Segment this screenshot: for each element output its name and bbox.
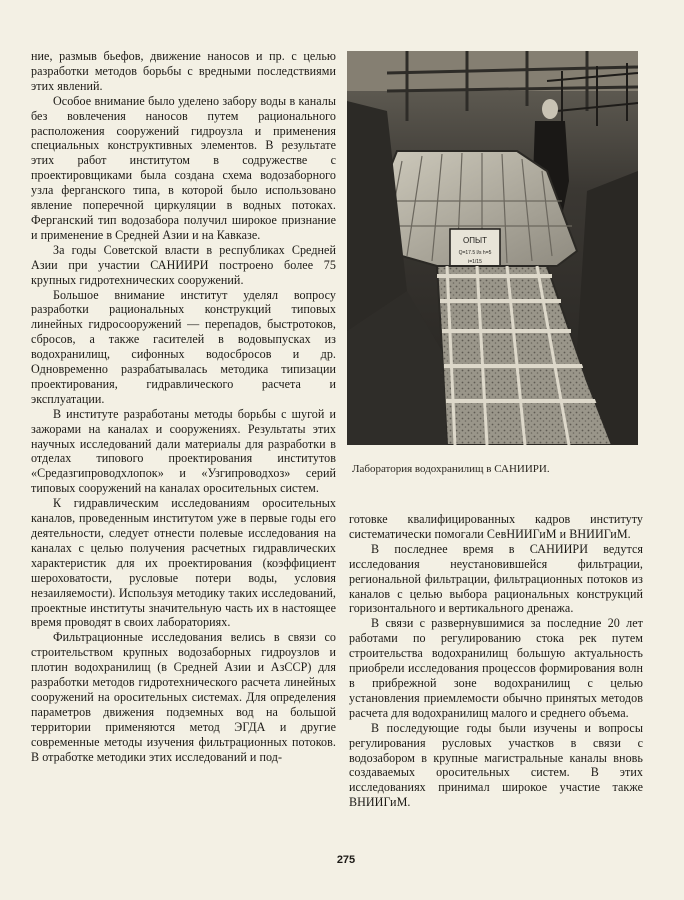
right-text-column	[349, 512, 643, 810]
paragraph: готовке квалифицированных кадров институту систематически помогали СевНИИГиМ и ВНИИГиМ.	[349, 512, 643, 541]
page-number: 275	[336, 854, 356, 866]
sign-text: i=1/15	[468, 259, 482, 265]
left-text-column	[31, 49, 336, 765]
laboratory-photo	[347, 51, 638, 445]
sign-title: ОПЫТ	[463, 236, 487, 245]
paragraph: Фильтрационные исследования велись в связи со строительством крупных водозаборных гидроузлов и плотин водохранилищ (в Средней Азии и АзССР) для разработки методов гидротехнического расчета линейных сооружений на оросительных системах. Для определения параметров движения подземных вод на большой территории применяются метод ЭГДА и другие современные методы изучения фильтрационных потоков. В отработке методики этих исследований и под-	[31, 630, 336, 764]
paragraph: В связи с развернувшимися за последние 20 лет работами по регулированию стока рек путем строительства водохранилищ большую актуальность приобрели исследования процессов формирования волн в прибрежной зоне водохранилищ с целью установления приемлемости обычно принятых методов расчета для водохранилищ малого и среднего объема.	[349, 616, 643, 720]
paragraph: Большое внимание институт уделял вопросу разработки рациональных конструкций типовых линейных гидросооружений — перепадов, быстротоков, сбросов, а также гасителей в водовыпусках из водохранилищ, сифонных водосбросов и др. Одновременно разрабатывалась методика типизации проектирования, гидравлического расчета и эксплуатации.	[31, 287, 336, 406]
paragraph: В последующие годы были изучены и вопросы регулирования русловых участков в связи с водозабором в крупные магистральные каналы вновь создаваемых оросительных систем. В этих исследованиях принимал широкое участие также ВНИИГиМ.	[349, 720, 643, 810]
paragraph: Особое внимание было уделено забору воды в каналы без вовлечения наносов путем рационального расположения сооружений гидроузла и применения специальных конструктивных элементов. В результате этих работ институтом в содружестве с проектировщиками была создана схема водозаборного узла ферганского типа, в которой было использовано явление поперечной циркуляции в водных потоках. Ферганский тип водозабора получил широкое признание и применение в Средней Азии и на Кавказе.	[31, 93, 336, 242]
paragraph: За годы Советской власти в республиках Средней Азии при участии САНИИРИ построено более 75 крупных гидротехнических сооружений.	[31, 242, 336, 287]
photo-caption: Лаборатория водохранилищ в САНИИРИ.	[352, 463, 550, 475]
sign-text: Q=17.5 l/s h=5	[458, 250, 492, 256]
paragraph: ние, размыв бьефов, движение наносов и пр. с целью разработки методов борьбы с вредными последствиями этих явлений.	[31, 49, 336, 93]
paragraph: В последнее время в САНИИРИ ведутся исследования неустановившейся фильтрации, региональной фильтрации, фильтрационных потоков из каналов с целью выбора рациональных конструкций горизонтального и вертикального дренажа.	[349, 541, 643, 616]
paragraph: В институте разработаны методы борьбы с шугой и зажорами на каналах и сооружениях. Результаты этих научных исследований дали материалы для разработки в отделах типового проектирования институтов «Средазгипроводхлопок» и «Узгипроводхоз» серий типовых сооружений на каналах оросительных систем.	[31, 406, 336, 496]
paragraph: К гидравлическим исследованиям оросительных каналов, проведенным институтом уже в первые годы его деятельности, следует отнести полевые исследования на каналах с целью получения расчетных гидравлических характеристик для их проектирования (коэффициент шероховатости, русловые потери воды, условия незаиляемости). Используя методику таких исследований, проектные институты значительную часть их в настоящее время проводят в своих лабораториях.	[31, 496, 336, 630]
